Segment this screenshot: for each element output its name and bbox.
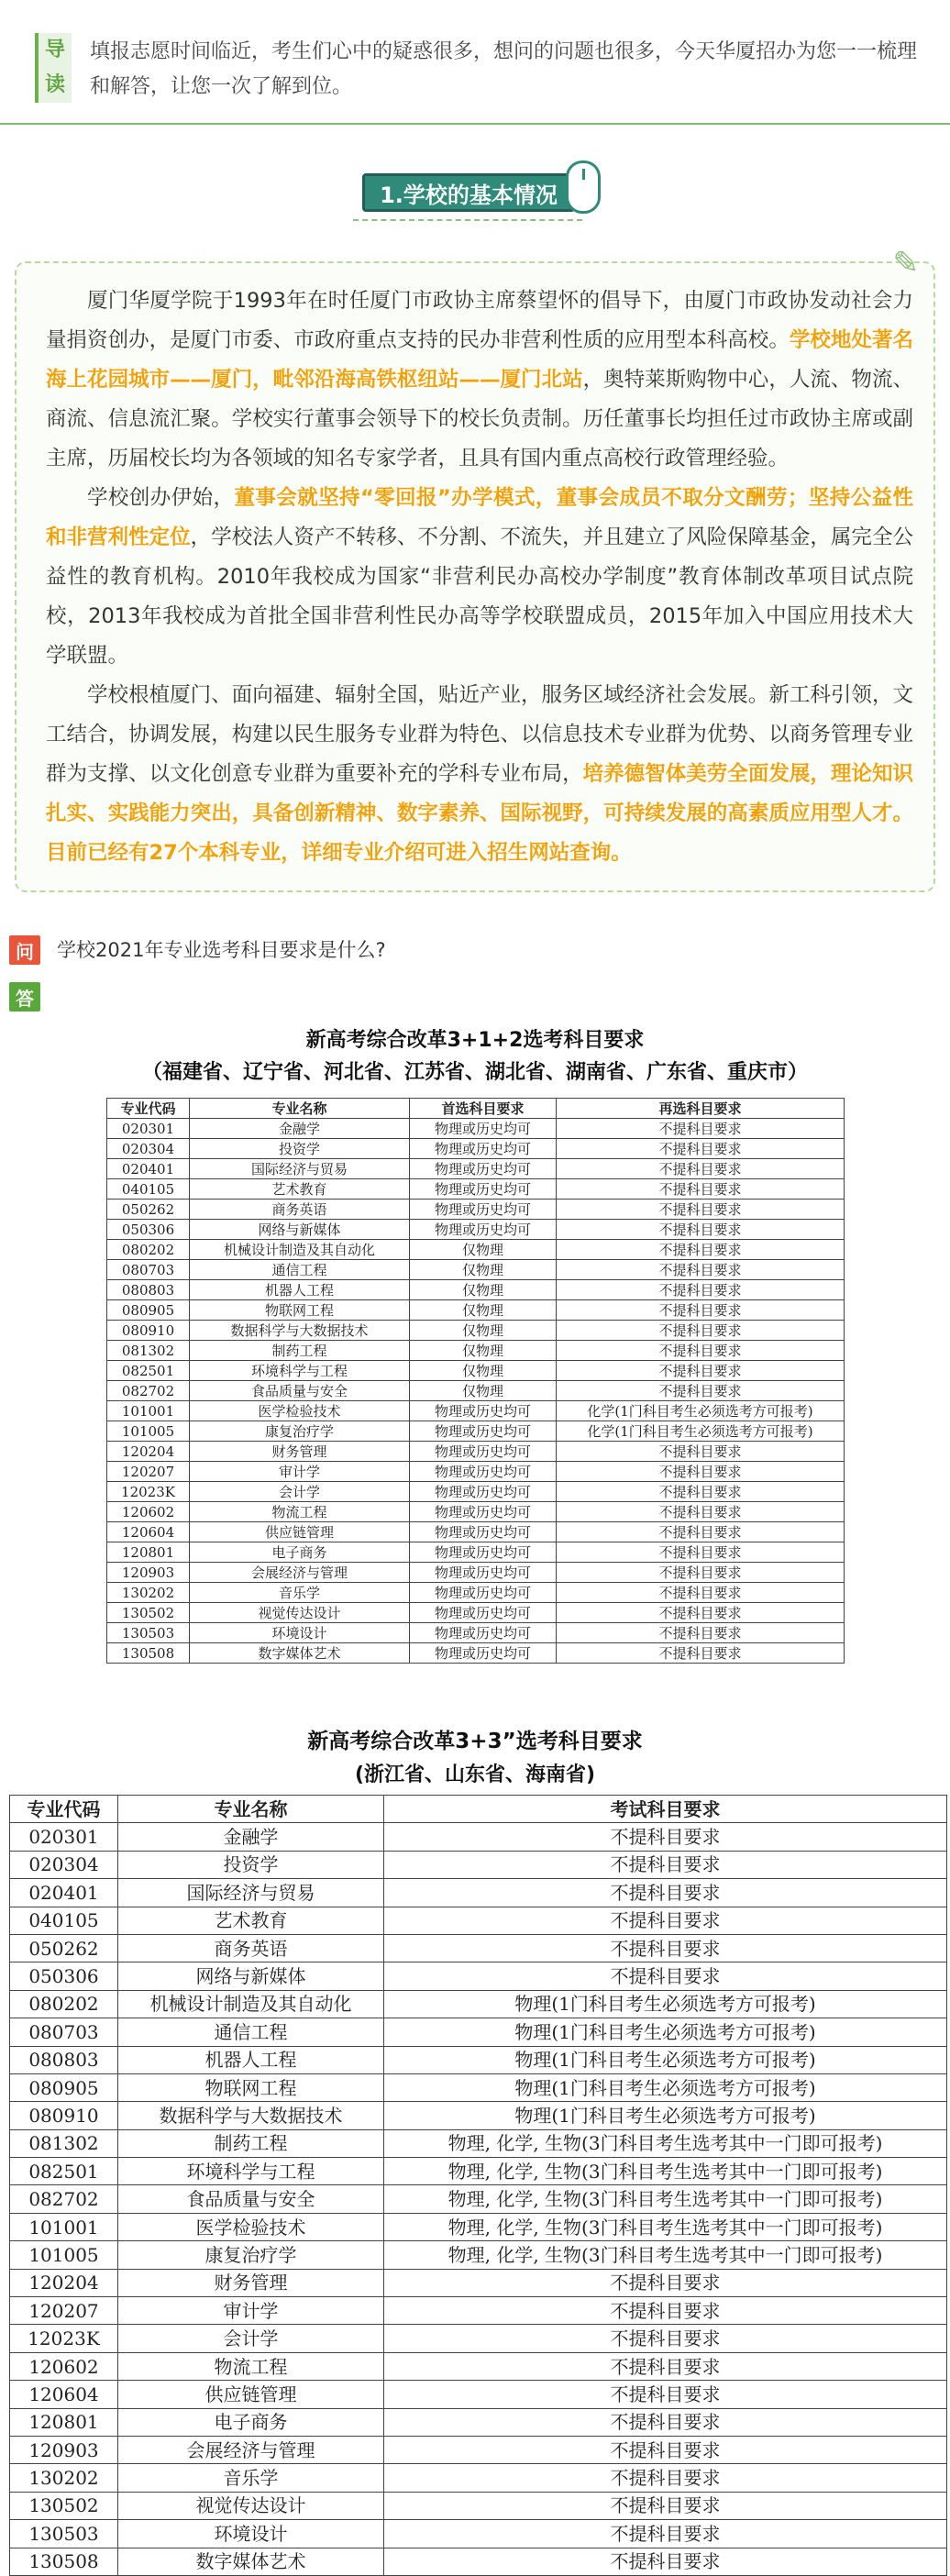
second-subject-cell: 不提科目要求: [557, 1603, 845, 1623]
subject-requirement-cell: 物理(1门科目考生必须选考方可报考): [384, 2046, 947, 2073]
second-subject-cell: 不提科目要求: [557, 1300, 845, 1321]
table-row: [107, 1421, 845, 1442]
intro-badge-char-1: 导: [44, 39, 65, 61]
major-name-cell: 投资学: [118, 1851, 384, 1878]
table1-title: 新高考综合改革3+1+2选考科目要求: [305, 1029, 645, 1052]
first-subject-cell: 物理或历史均可: [410, 1442, 557, 1462]
table1: [106, 1098, 845, 1664]
subject-requirement-cell: 物理, 化学, 生物(3门科目考生选考其中一门即可报考): [384, 2158, 947, 2185]
table1-header-row: [107, 1099, 845, 1119]
subject-requirement-cell: 不提科目要求: [384, 2269, 947, 2296]
major-name-cell: 数据科学与大数据技术: [190, 1321, 410, 1341]
second-subject-cell: 不提科目要求: [557, 1522, 845, 1542]
second-subject-cell: 不提科目要求: [557, 1159, 845, 1179]
major-name-cell: 会展经济与管理: [190, 1563, 410, 1583]
table-row: [107, 1321, 845, 1341]
table-row: [107, 1139, 845, 1159]
first-subject-cell: 物理或历史均可: [410, 1119, 557, 1139]
major-name-cell: 机械设计制造及其自动化: [118, 1990, 384, 2018]
second-subject-cell: 不提科目要求: [557, 1220, 845, 1240]
first-subject-cell: 仅物理: [410, 1341, 557, 1361]
info-p2-text-a: 学校创办伊始，: [87, 486, 235, 510]
major-name-cell: 机械设计制造及其自动化: [190, 1240, 410, 1260]
major-name-cell: 食品质量与安全: [118, 2185, 384, 2213]
subject-requirement-cell: 物理, 化学, 生物(3门科目考生选考其中一门即可报考): [384, 2129, 947, 2157]
subject-requirement-cell: 物理(1门科目考生必须选考方可报考): [384, 2102, 947, 2129]
section-divider: [353, 219, 582, 221]
table-row: [107, 1542, 845, 1563]
info-paragraph-1: [46, 282, 913, 479]
major-name-cell: 财务管理: [118, 2269, 384, 2296]
major-code-cell: 120204: [107, 1442, 190, 1462]
major-name-cell: 物流工程: [190, 1502, 410, 1522]
second-subject-cell: 不提科目要求: [557, 1260, 845, 1280]
first-subject-cell: 物理或历史均可: [410, 1421, 557, 1442]
major-code-cell: 080905: [107, 1300, 190, 1321]
table-row: [10, 2129, 947, 2157]
question-icon: 问: [9, 935, 40, 965]
table2-header-code: 专业代码: [10, 1796, 118, 1823]
second-subject-cell: 不提科目要求: [557, 1563, 845, 1583]
second-subject-cell: 化学(1门科目考生必须选考方可报考): [557, 1421, 845, 1442]
first-subject-cell: 物理或历史均可: [410, 1502, 557, 1522]
major-name-cell: 国际经济与贸易: [190, 1159, 410, 1179]
major-code-cell: 081302: [107, 1341, 190, 1361]
subject-requirement-cell: 不提科目要求: [384, 1962, 947, 1990]
table-row: [10, 2408, 947, 2436]
major-code-cell: 020301: [107, 1119, 190, 1139]
major-name-cell: 财务管理: [190, 1442, 410, 1462]
major-name-cell: 音乐学: [190, 1583, 410, 1603]
second-subject-cell: 不提科目要求: [557, 1361, 845, 1381]
first-subject-cell: 仅物理: [410, 1260, 557, 1280]
major-name-cell: 数据科学与大数据技术: [118, 2102, 384, 2129]
info-p1-text-a: 厦门华厦学院于1993年在时任厦门市政协主席蔡望怀的倡导下，由厦门市政协发动社会力量捐资创办，是厦门市委、市政府重点支持的民办非营利性质的应用型本科高校。: [46, 289, 913, 352]
info-p3-text-a: 学校根植厦门、面向福建、辐射全国，贴近产业，服务区域经济社会发展。新工科引领，文工结合，协调发展，构建以民生服务专业群为特色、以信息技术专业群为优势、以商务管理专业群为支撑、以文化创意专业群为重要补充的学科专业布局，: [46, 683, 913, 786]
subject-requirement-cell: 物理(1门科目考生必须选考方可报考): [384, 1990, 947, 2018]
table-row: [10, 2381, 947, 2408]
major-code-cell: 020401: [10, 1879, 118, 1907]
major-name-cell: 电子商务: [190, 1542, 410, 1563]
table-row: [10, 2548, 947, 2575]
table-row: [107, 1179, 845, 1200]
major-name-cell: 商务英语: [190, 1200, 410, 1220]
major-name-cell: 艺术教育: [118, 1907, 384, 1934]
major-code-cell: 082501: [10, 2158, 118, 2185]
major-code-cell: 080202: [107, 1240, 190, 1260]
table-row: [107, 1623, 845, 1643]
first-subject-cell: 物理或历史均可: [410, 1200, 557, 1220]
major-name-cell: 物流工程: [118, 2352, 384, 2380]
second-subject-cell: 不提科目要求: [557, 1139, 845, 1159]
major-code-cell: 101001: [10, 2213, 118, 2240]
major-code-cell: 080703: [10, 2018, 118, 2046]
table2-title: 新高考综合改革3+3”选考科目要求: [307, 1730, 643, 1753]
table-row: [107, 1381, 845, 1401]
school-info-body: [46, 282, 913, 873]
major-name-cell: 医学检验技术: [190, 1401, 410, 1421]
major-code-cell: 040105: [10, 1907, 118, 1934]
intro-badge-char-2: 读: [44, 73, 65, 96]
first-subject-cell: 物理或历史均可: [410, 1623, 557, 1643]
table-row: [10, 2158, 947, 2185]
first-subject-cell: 物理或历史均可: [410, 1583, 557, 1603]
second-subject-cell: 不提科目要求: [557, 1341, 845, 1361]
second-subject-cell: 不提科目要求: [557, 1321, 845, 1341]
major-name-cell: 国际经济与贸易: [118, 1879, 384, 1907]
second-subject-cell: 不提科目要求: [557, 1240, 845, 1260]
info-p3-highlight: 培养德智体美劳全面发展，理论知识扎实、实践能力突出，具备创新精神、数字素养、国际视野，可持续发展的高素质应用型人才。目前已经有27个本科专业，详细专业介绍可进入招生网站查询。: [46, 762, 913, 865]
first-subject-cell: 仅物理: [410, 1321, 557, 1341]
first-subject-cell: 仅物理: [410, 1381, 557, 1401]
major-code-cell: 120602: [107, 1502, 190, 1522]
subject-requirement-cell: 不提科目要求: [384, 1823, 947, 1851]
major-code-cell: 081302: [10, 2129, 118, 2157]
major-name-cell: 医学检验技术: [118, 2213, 384, 2240]
table-row: [10, 2241, 947, 2269]
first-subject-cell: 物理或历史均可: [410, 1159, 557, 1179]
table-row: [107, 1522, 845, 1542]
info-p2-highlight: 董事会就坚持“零回报”办学模式，董事会成员不取分文酬劳；坚持公益性和非营利性定位: [46, 486, 913, 549]
major-code-cell: 130503: [10, 2520, 118, 2548]
intro-text: 填报志愿时间临近，考生们心中的疑惑很多，想问的问题也很多，今天华厦招办为您一一梳理和解答，让您一次了解到位。: [90, 40, 918, 98]
section-title: 1.学校的基本情况: [362, 173, 575, 212]
major-code-cell: 040105: [107, 1179, 190, 1200]
subject-requirement-cell: 不提科目要求: [384, 2325, 947, 2352]
first-subject-cell: 物理或历史均可: [410, 1482, 557, 1502]
major-name-cell: 会计学: [190, 1482, 410, 1502]
intro-section: [0, 0, 950, 125]
first-subject-cell: 物理或历史均可: [410, 1522, 557, 1542]
major-code-cell: 120207: [107, 1462, 190, 1482]
major-code-cell: 130508: [107, 1643, 190, 1664]
table1-subtitle: （福建省、辽宁省、河北省、江苏省、湖北省、湖南省、广东省、重庆市）: [141, 1061, 808, 1084]
major-name-cell: 视觉传达设计: [190, 1603, 410, 1623]
second-subject-cell: 不提科目要求: [557, 1542, 845, 1563]
major-name-cell: 环境设计: [190, 1623, 410, 1643]
major-name-cell: 制药工程: [190, 1341, 410, 1361]
second-subject-cell: 化学(1门科目考生必须选考方可报考): [557, 1401, 845, 1421]
table-row: [10, 2492, 947, 2519]
major-name-cell: 艺术教育: [190, 1179, 410, 1200]
subject-requirement-cell: 不提科目要求: [384, 2492, 947, 2519]
table-row: [107, 1240, 845, 1260]
pen-doodle-icon: ✎: [892, 245, 919, 282]
table-row: [10, 2520, 947, 2548]
major-code-cell: 120204: [10, 2269, 118, 2296]
major-code-cell: 020304: [10, 1851, 118, 1878]
table-row: [10, 1990, 947, 2018]
table1-header-second: 再选科目要求: [557, 1099, 845, 1119]
table-row: [10, 2352, 947, 2380]
second-subject-cell: 不提科目要求: [557, 1200, 845, 1220]
first-subject-cell: 物理或历史均可: [410, 1643, 557, 1664]
subject-requirement-cell: 不提科目要求: [384, 1934, 947, 1962]
major-name-cell: 制药工程: [118, 2129, 384, 2157]
question-text: 学校2021年专业选考科目要求是什么?: [57, 939, 386, 961]
subject-requirement-cell: 不提科目要求: [384, 1851, 947, 1878]
major-code-cell: 080202: [10, 1990, 118, 2018]
second-subject-cell: 不提科目要求: [557, 1502, 845, 1522]
subject-requirement-cell: 物理(1门科目考生必须选考方可报考): [384, 2018, 947, 2046]
table2-subtitle: (浙江省、山东省、海南省): [354, 1763, 596, 1786]
major-code-cell: 080703: [107, 1260, 190, 1280]
table-row: [107, 1361, 845, 1381]
table-row: [107, 1603, 845, 1623]
major-name-cell: 康复治疗学: [190, 1421, 410, 1442]
first-subject-cell: 物理或历史均可: [410, 1179, 557, 1200]
second-subject-cell: 不提科目要求: [557, 1280, 845, 1300]
first-subject-cell: 物理或历史均可: [410, 1603, 557, 1623]
first-subject-cell: 物理或历史均可: [410, 1220, 557, 1240]
subject-requirement-cell: 不提科目要求: [384, 2548, 947, 2575]
table2: [9, 1795, 947, 2576]
major-name-cell: 供应链管理: [190, 1522, 410, 1542]
section-heading: [353, 160, 601, 219]
major-code-cell: 080803: [107, 1280, 190, 1300]
table-row: [107, 1401, 845, 1421]
second-subject-cell: 不提科目要求: [557, 1119, 845, 1139]
major-code-cell: 020304: [107, 1139, 190, 1159]
second-subject-cell: 不提科目要求: [557, 1442, 845, 1462]
table-row: [10, 2018, 947, 2046]
major-code-cell: 101005: [107, 1421, 190, 1442]
table-row: [10, 2269, 947, 2296]
major-name-cell: 环境科学与工程: [118, 2158, 384, 2185]
second-subject-cell: 不提科目要求: [557, 1462, 845, 1482]
table-row: [107, 1502, 845, 1522]
table2-header-requirement: 考试科目要求: [384, 1796, 947, 1823]
major-code-cell: 082702: [10, 2185, 118, 2213]
major-code-cell: 020401: [107, 1159, 190, 1179]
subject-requirement-cell: 不提科目要求: [384, 2352, 947, 2380]
major-code-cell: 130508: [10, 2548, 118, 2575]
major-code-cell: 120903: [107, 1563, 190, 1583]
table-row: [107, 1220, 845, 1240]
major-name-cell: 物联网工程: [190, 1300, 410, 1321]
major-name-cell: 通信工程: [118, 2018, 384, 2046]
info-paragraph-3: [46, 676, 913, 873]
major-name-cell: 通信工程: [190, 1260, 410, 1280]
mouse-icon: [566, 160, 601, 214]
table2-header-name: 专业名称: [118, 1796, 384, 1823]
table-row: [10, 2436, 947, 2463]
school-info-card: [15, 245, 935, 892]
major-name-cell: 会展经济与管理: [118, 2436, 384, 2463]
table-row: [107, 1341, 845, 1361]
table-row: [10, 1851, 947, 1878]
major-code-cell: 120604: [107, 1522, 190, 1542]
major-name-cell: 数字媒体艺术: [190, 1643, 410, 1664]
table-row: [107, 1300, 845, 1321]
table1-header-first: 首选科目要求: [410, 1099, 557, 1119]
major-code-cell: 082702: [107, 1381, 190, 1401]
table-row: [10, 2046, 947, 2073]
major-name-cell: 机器人工程: [190, 1280, 410, 1300]
info-p1-text-b: ，奥特莱斯购物中心，人流、物流、商流、信息流汇聚。学校实行董事会领导下的校长负责制。历任董事长均担任过市政协主席或副主席，历届校长均为各领域的知名专家学者，且具有国内重点高校行政管理经验。: [46, 368, 913, 470]
table-row: [10, 2325, 947, 2352]
table-row: [10, 2185, 947, 2213]
answer-icon: 答: [9, 982, 40, 1012]
major-code-cell: 080905: [10, 2073, 118, 2101]
major-name-cell: 环境设计: [118, 2520, 384, 2548]
table-row: [10, 1934, 947, 1962]
major-code-cell: 120801: [10, 2408, 118, 2436]
table-row: [10, 2102, 947, 2129]
first-subject-cell: 物理或历史均可: [410, 1563, 557, 1583]
info-p2-text-b: ，学校法人资产不转移、不分割、不流失，并且建立了风险保障基金，属完全公益性的教育机构。2010年我校成为国家“非营利民办高校办学制度”教育体制改革项目试点院校，2013年我校成为首批全国非营利性民办高等学校联盟成员，2015年加入中国应用技术大学联盟。: [46, 525, 913, 668]
major-name-cell: 金融学: [190, 1119, 410, 1139]
major-code-cell: 101001: [107, 1401, 190, 1421]
table-row: [10, 1823, 947, 1851]
table-row: [10, 1879, 947, 1907]
table-row: [107, 1563, 845, 1583]
major-code-cell: 120903: [10, 2436, 118, 2463]
subject-requirement-cell: 物理, 化学, 生物(3门科目考生选考其中一门即可报考): [384, 2185, 947, 2213]
major-code-cell: 130202: [10, 2464, 118, 2492]
table1-header-name: 专业名称: [190, 1099, 410, 1119]
table-row: [107, 1643, 845, 1664]
table-row: [10, 2213, 947, 2240]
table-row: [107, 1260, 845, 1280]
second-subject-cell: 不提科目要求: [557, 1179, 845, 1200]
table-row: [107, 1200, 845, 1220]
major-name-cell: 网络与新媒体: [118, 1962, 384, 1990]
subject-requirement-cell: 不提科目要求: [384, 2520, 947, 2548]
major-code-cell: 12023K: [107, 1482, 190, 1502]
major-code-cell: 120602: [10, 2352, 118, 2380]
major-name-cell: 投资学: [190, 1139, 410, 1159]
table-row: [107, 1119, 845, 1139]
table2-header-row: [10, 1796, 947, 1823]
major-code-cell: 130502: [107, 1603, 190, 1623]
major-code-cell: 120604: [10, 2381, 118, 2408]
first-subject-cell: 仅物理: [410, 1361, 557, 1381]
subject-requirement-cell: 不提科目要求: [384, 2408, 947, 2436]
table-row: [107, 1442, 845, 1462]
major-name-cell: 环境科学与工程: [190, 1361, 410, 1381]
subject-requirement-cell: 物理(1门科目考生必须选考方可报考): [384, 2073, 947, 2101]
major-code-cell: 050306: [10, 1962, 118, 1990]
major-name-cell: 商务英语: [118, 1934, 384, 1962]
major-name-cell: 电子商务: [118, 2408, 384, 2436]
major-name-cell: 机器人工程: [118, 2046, 384, 2073]
intro-badge: [35, 33, 72, 103]
subject-requirement-cell: 物理, 化学, 生物(3门科目考生选考其中一门即可报考): [384, 2241, 947, 2269]
major-name-cell: 音乐学: [118, 2464, 384, 2492]
subject-requirement-cell: 不提科目要求: [384, 2297, 947, 2325]
major-name-cell: 供应链管理: [118, 2381, 384, 2408]
table-row: [10, 1962, 947, 1990]
subject-requirement-cell: 不提科目要求: [384, 1907, 947, 1934]
subject-requirement-cell: 不提科目要求: [384, 2436, 947, 2463]
major-code-cell: 12023K: [10, 2325, 118, 2352]
first-subject-cell: 物理或历史均可: [410, 1462, 557, 1482]
major-code-cell: 120207: [10, 2297, 118, 2325]
major-name-cell: 网络与新媒体: [190, 1220, 410, 1240]
subject-requirement-cell: 不提科目要求: [384, 2381, 947, 2408]
first-subject-cell: 物理或历史均可: [410, 1401, 557, 1421]
major-name-cell: 康复治疗学: [118, 2241, 384, 2269]
first-subject-cell: 仅物理: [410, 1280, 557, 1300]
major-code-cell: 080803: [10, 2046, 118, 2073]
table-row: [107, 1462, 845, 1482]
first-subject-cell: 物理或历史均可: [410, 1542, 557, 1563]
major-code-cell: 130502: [10, 2492, 118, 2519]
major-name-cell: 审计学: [190, 1462, 410, 1482]
table1-header-code: 专业代码: [107, 1099, 190, 1119]
second-subject-cell: 不提科目要求: [557, 1381, 845, 1401]
first-subject-cell: 仅物理: [410, 1300, 557, 1321]
major-code-cell: 101005: [10, 2241, 118, 2269]
table-row: [107, 1583, 845, 1603]
subject-requirement-cell: 不提科目要求: [384, 2464, 947, 2492]
major-code-cell: 050306: [107, 1220, 190, 1240]
first-subject-cell: 仅物理: [410, 1240, 557, 1260]
major-code-cell: 050262: [107, 1200, 190, 1220]
major-name-cell: 金融学: [118, 1823, 384, 1851]
table-row: [10, 2297, 947, 2325]
subject-requirement-cell: 物理, 化学, 生物(3门科目考生选考其中一门即可报考): [384, 2213, 947, 2240]
table-row: [10, 2464, 947, 2492]
major-code-cell: 130202: [107, 1583, 190, 1603]
major-code-cell: 082501: [107, 1361, 190, 1381]
table-row: [10, 1907, 947, 1934]
table-row: [107, 1280, 845, 1300]
table-row: [107, 1482, 845, 1502]
second-subject-cell: 不提科目要求: [557, 1482, 845, 1502]
subject-requirement-cell: 不提科目要求: [384, 1879, 947, 1907]
first-subject-cell: 物理或历史均可: [410, 1139, 557, 1159]
major-name-cell: 会计学: [118, 2325, 384, 2352]
major-name-cell: 食品质量与安全: [190, 1381, 410, 1401]
table-row: [107, 1159, 845, 1179]
major-name-cell: 数字媒体艺术: [118, 2548, 384, 2575]
major-name-cell: 审计学: [118, 2297, 384, 2325]
major-name-cell: 视觉传达设计: [118, 2492, 384, 2519]
info-p1-highlight: 学校地处著名海上花园城市——厦门，毗邻沿海高铁枢纽站——厦门北站: [46, 328, 913, 392]
major-code-cell: 130503: [107, 1623, 190, 1643]
major-code-cell: 080910: [107, 1321, 190, 1341]
second-subject-cell: 不提科目要求: [557, 1643, 845, 1664]
major-code-cell: 050262: [10, 1934, 118, 1962]
major-code-cell: 120801: [107, 1542, 190, 1563]
second-subject-cell: 不提科目要求: [557, 1623, 845, 1643]
info-paragraph-2: [46, 479, 913, 676]
major-name-cell: 物联网工程: [118, 2073, 384, 2101]
major-code-cell: 020301: [10, 1823, 118, 1851]
second-subject-cell: 不提科目要求: [557, 1583, 845, 1603]
table-row: [10, 2073, 947, 2101]
major-code-cell: 080910: [10, 2102, 118, 2129]
